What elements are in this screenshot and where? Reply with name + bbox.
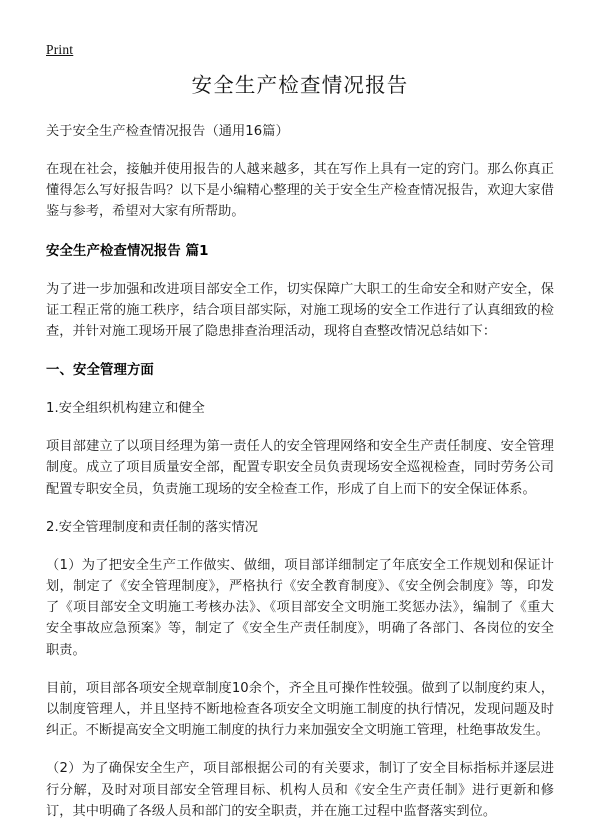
subsection-1-paragraph: 项目部建立了以项目经理为第一责任人的安全管理网络和安全生产责任制度、安全管理制度。成立了项目质量安全部，配置专职安全员负责现场安全巡视检查，同时劳务公司配置专职安全员，负责施工现场的安全检查工作，形成了自上而下的安全保证体系。 [46, 439, 554, 497]
intro-paragraph: 在现在社会，接触并使用报告的人越来越多，其在写作上具有一定的窍门。那么你真正懂得怎么写好报告吗？以下是小编精心整理的关于安全生产检查情况报告，欢迎大家借鉴与参考，希望对大家有所帮助。 [46, 162, 554, 220]
subsection-heading-2: 2.安全管理制度和责任制的落实情况 [46, 519, 259, 535]
subsection-2-paragraph-2: 目前，项目部各项安全规章制度10余个，齐全且可操作性较强。做到了以制度约束人，以制度管理人，并且坚持不断地检查各项安全文明施工制度的执行情况，发现问题及时纠正。不断提高安全文明施工制度的执行力来加强安全文明施工管理，杜绝事故发生。 [46, 680, 554, 739]
article-heading: 安全生产检查情况报告 篇1 [46, 243, 209, 259]
section-heading-1: 一、安全管理方面 [46, 363, 154, 379]
print-link[interactable]: Print [46, 42, 74, 57]
opening-paragraph: 为了进一步加强和改进项目部安全工作，切实保障广大职工的生命安全和财产安全，保证工程正常的施工秩序，结合项目部实际，对施工现场的安全工作进行了认真细致的检查，并针对施工现场开展了隐患排查治理活动，现将自查整改情况总结如下： [46, 281, 554, 340]
subsection-heading-1: 1.安全组织机构建立和健全 [46, 401, 205, 417]
document-content [46, 70, 554, 822]
subsection-2-paragraph-1: （1）为了把安全生产工作做实、做细，项目部详细制定了年底安全工作规划和保证计划，制定了《安全管理制度》，严格执行《安全教育制度》、《安全例会制度》等，印发了《项目部安全文明施工考核办法》、《项目部安全文明施工奖惩办法》，编制了《重大安全事故应急预案》等，制定了《安全生产责任制度》，明确了各部门、各岗位的安全职责。 [46, 557, 554, 658]
page-title: 安全生产检查情况报告 [191, 73, 409, 97]
document-subtitle: 关于安全生产检查情况报告（通用16篇） [46, 124, 289, 139]
subsection-2-paragraph-3: （2）为了确保安全生产，项目部根据公司的有关要求，制订了安全目标指标并逐层进行分解，及时对项目部安全管理目标、机构人员和《安全生产责任制》进行更新和修订，其中明确了各级人员和部门的安全职责，并在施工过程中监督落实到位。 [46, 761, 554, 819]
